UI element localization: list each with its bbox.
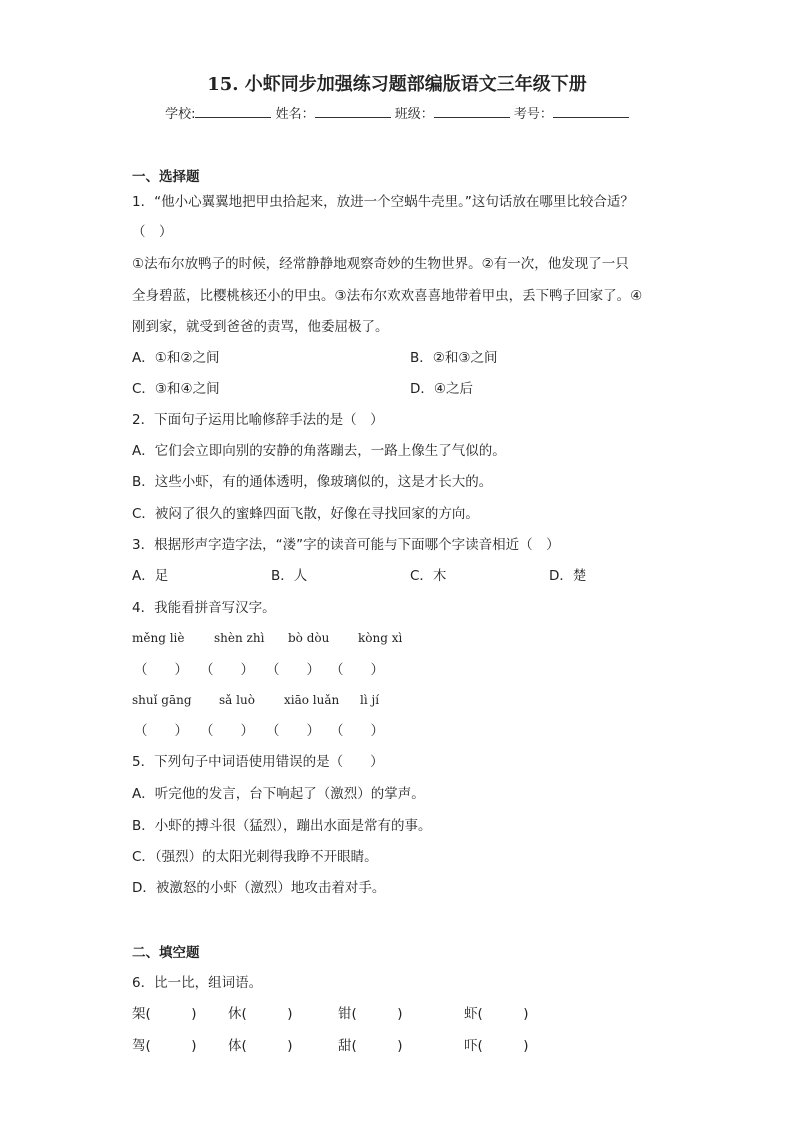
q2-option-c: C．被闷了很久的蜜蜂四面飞散，好像在寻找回家的方向。 [132,506,479,522]
q6-word-item[interactable]: 吓( ) [464,1038,529,1054]
q6-word-item[interactable]: 钳( ) [338,1006,403,1022]
exam-no-blank[interactable] [553,105,629,118]
q3-option-b: B．人 [271,568,308,584]
q4-answer-paren[interactable]: （ ） [134,662,188,678]
q1-option-c: C．③和④之间 [132,381,220,397]
q5-option-a: A．听完他的发言，台下响起了（激烈）的掌声。 [132,786,425,802]
q5-option-c: C．（强烈）的太阳光刺得我睁不开眼睛。 [132,849,378,865]
q4-pinyin: bò dòu [288,631,330,645]
q4-answer-paren[interactable]: （ ） [330,723,384,739]
q2-option-b: B．这些小虾，有的通体透明，像玻璃似的，这是才长大的。 [132,474,493,490]
q4-answer-paren[interactable]: （ ） [266,662,320,678]
student-info-row [0,103,794,122]
q3-option-a: A．足 [132,568,169,584]
q1-option-d: D．④之后 [410,381,473,397]
q4-pinyin: měng liè [132,631,185,645]
q4-answer-paren[interactable]: （ ） [134,723,188,739]
q6-stem: 6．比一比，组词语。 [132,975,263,991]
q6-word-item[interactable]: 体( ) [228,1038,293,1054]
q1-passage-line: 全身碧蓝，比樱桃核还小的甲虫。③法布尔欢欢喜喜地带着甲虫，丢下鸭子回家了。④ [132,288,643,304]
q6-word-item[interactable]: 驾( ) [132,1038,197,1054]
q4-pinyin: shuǐ gāng [132,693,192,707]
name-label: 姓名： [275,107,315,122]
section-heading-choice: 一、选择题 [132,169,200,185]
q4-pinyin: shèn zhì [214,631,265,645]
q4-stem: 4．我能看拼音写汉字。 [132,600,276,616]
class-blank[interactable] [434,105,510,118]
q4-pinyin: sǎ luò [219,693,255,707]
q2-stem: 2．下面句子运用比喻修辞手法的是（ ） [132,412,384,428]
q5-option-b: B．小虾的搏斗很（猛烈），蹦出水面是常有的事。 [132,818,432,834]
q6-word-item[interactable]: 虾( ) [464,1006,529,1022]
page-title: 15. 小虾同步加强练习题部编版语文三年级下册 [207,74,587,95]
q4-answer-paren[interactable]: （ ） [266,723,320,739]
q6-word-item[interactable]: 架( ) [132,1006,197,1022]
section-heading-fill: 二、填空题 [132,945,200,961]
q3-option-c: C．木 [410,568,447,584]
q5-stem: 5．下列句子中词语使用错误的是（ ） [132,754,384,770]
q3-stem: 3．根据形声字造字法，“溇”字的读音可能与下面哪个字读音相近（ ） [132,537,560,553]
q1-option-b: B．②和③之间 [410,350,498,366]
q6-word-item[interactable]: 休( ) [228,1006,293,1022]
school-blank[interactable] [195,105,271,118]
class-label: 班级： [394,107,434,122]
q1-passage-line: 刚到家，就受到爸爸的责骂，他委屈极了。 [132,319,389,335]
q4-answer-paren[interactable]: （ ） [200,723,254,739]
q3-option-d: D．楚 [549,568,587,584]
q4-pinyin: lì jí [360,693,380,707]
q1-option-a: A．①和②之间 [132,350,220,366]
q4-answer-paren[interactable]: （ ） [200,662,254,678]
q1-passage-line: ①法布尔放鸭子的时候，经常静静地观察奇妙的生物世界。②有一次，他发现了一只 [132,256,629,272]
q6-word-item[interactable]: 甜( ) [338,1038,403,1054]
q1-stem: 1．“他小心翼翼地把甲虫拾起来，放进一个空蜗牛壳里。”这句话放在哪里比较合适？ [132,194,634,210]
q4-answer-paren[interactable]: （ ） [330,662,384,678]
school-label: 学校: [165,107,196,122]
q2-option-a: A．它们会立即向别的安静的角落蹦去，一路上像生了气似的。 [132,443,506,459]
q4-pinyin: kòng xì [358,631,403,645]
q1-answer-paren: （ ） [132,224,173,240]
q5-option-d: D．被激怒的小虾（激烈）地攻击着对手。 [132,880,386,896]
q4-pinyin: xiāo luǎn [284,693,340,707]
exam-no-label: 考号： [513,107,553,122]
name-blank[interactable] [315,105,391,118]
